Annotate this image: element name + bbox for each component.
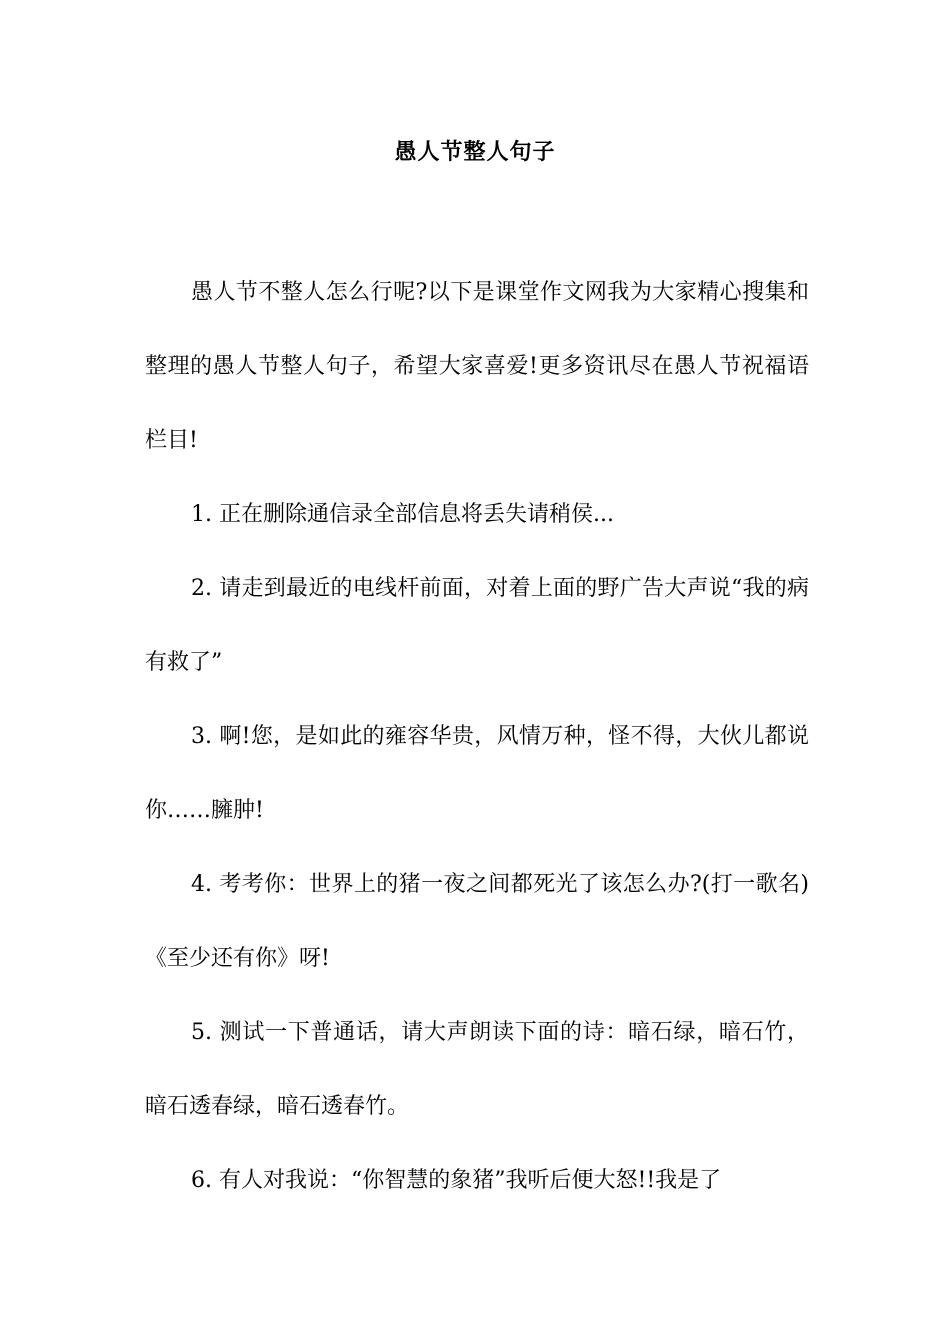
list-item-2: 2. 请走到最近的电线杆前面，对着上面的野广告大声说“我的病有救了” <box>145 576 809 675</box>
intro-paragraph: 愚人节不整人怎么行呢?以下是课堂作文网我为大家精心搜集和整理的愚人节整人句子，希望大家喜爱!更多资讯尽在愚人节祝福语栏目! <box>145 280 809 453</box>
list-item-6: 6. 有人对我说：“你智慧的象猪”我听后便大怒!!我是了 <box>191 1168 722 1193</box>
list-item-3: 3. 啊!您，是如此的雍容华贵，风情万种，怪不得，大伙儿都说你……臃肿! <box>145 724 809 823</box>
document-body <box>145 256 809 1218</box>
list-item-4: 4. 考考你：世界上的猪一夜之间都死光了该怎么办?(打一歌名)《至少还有你》呀! <box>145 872 809 971</box>
list-item-5: 5. 测试一下普通话，请大声朗读下面的诗：暗石绿，暗石竹，暗石透春绿，暗石透春竹。 <box>145 1020 809 1119</box>
document-title: 愚人节整人句子 <box>394 139 556 165</box>
list-item-1: 1. 正在删除通信录全部信息将丢失请稍侯... <box>191 502 614 527</box>
